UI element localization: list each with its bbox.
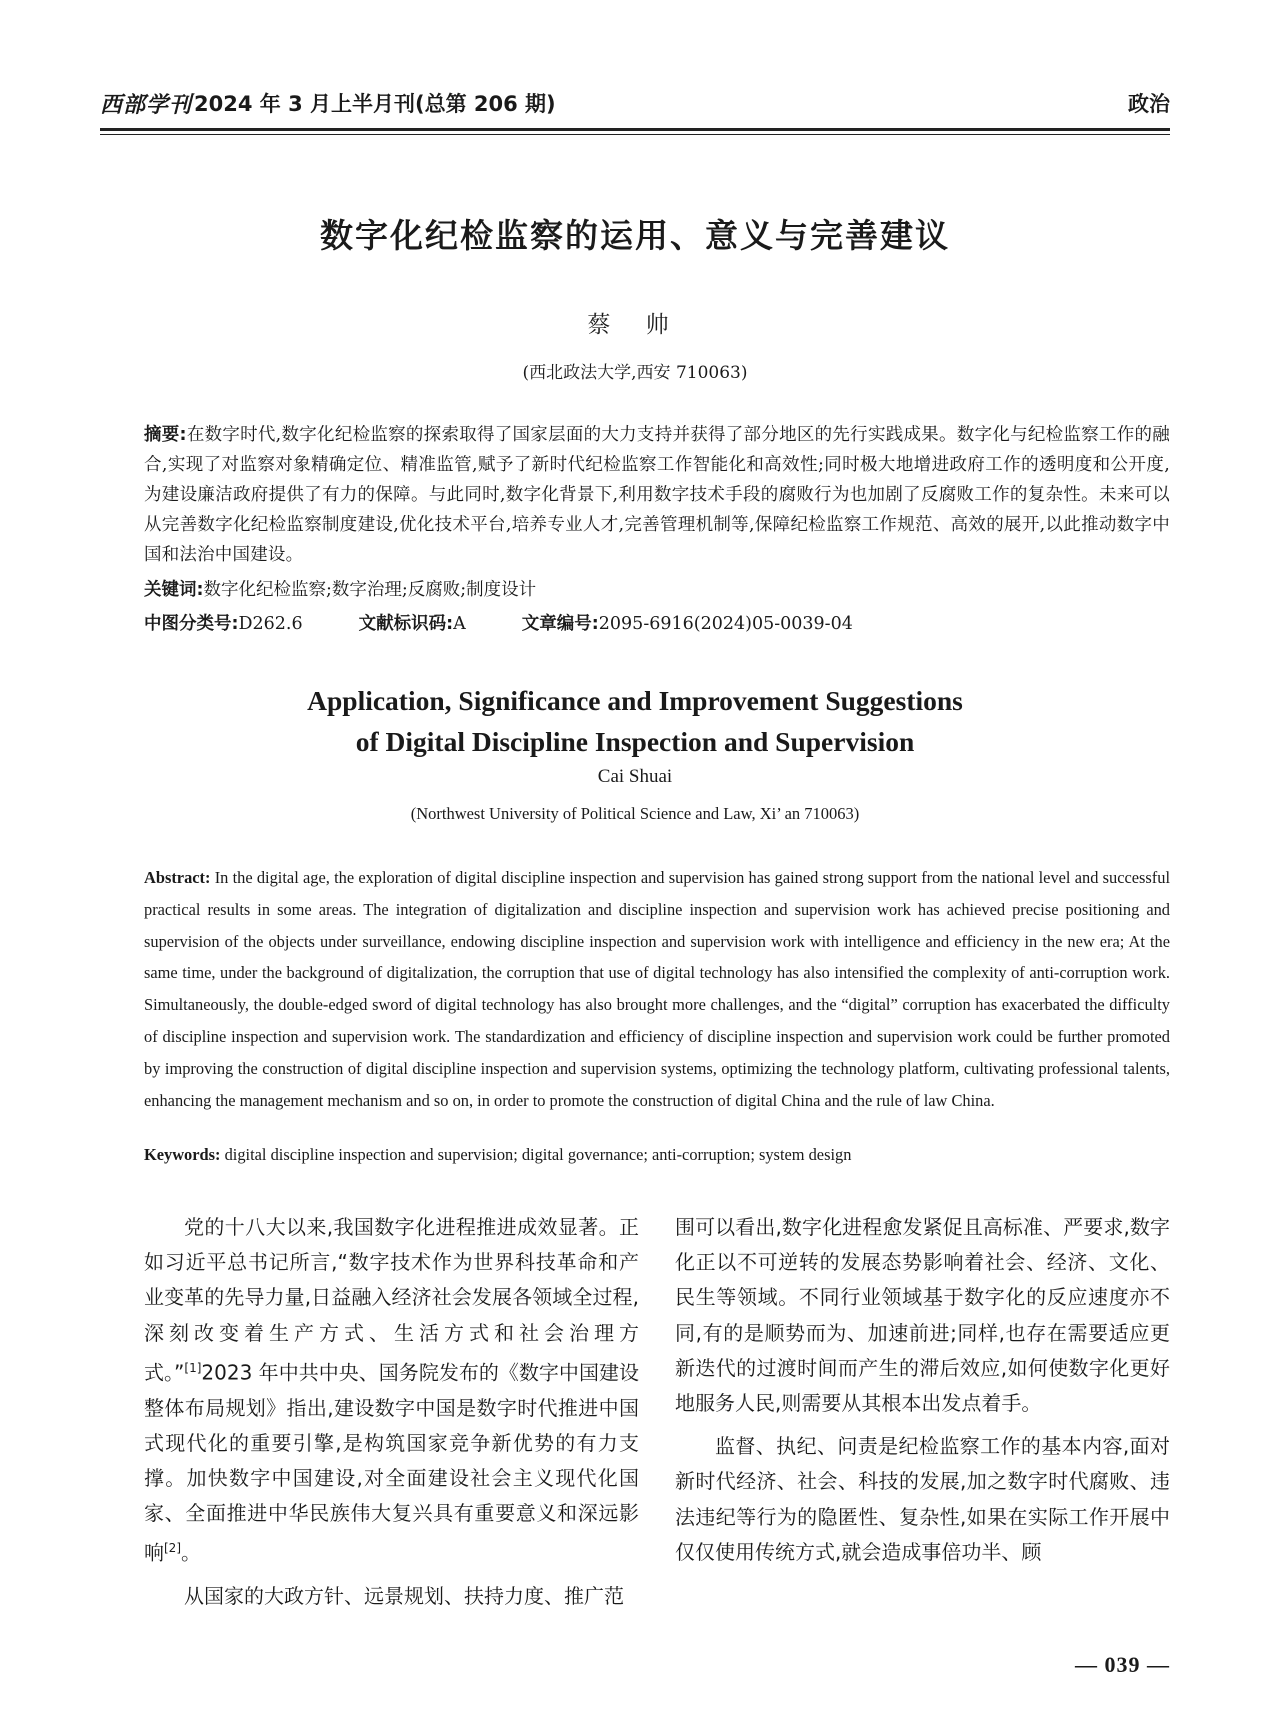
article-number-value: 2095-6916(2024)05-0039-04 (598, 614, 853, 634)
abstract-cn (144, 420, 1170, 570)
running-header (100, 86, 1170, 120)
header-rule-thin (100, 134, 1170, 135)
section-label: 政治 (1128, 92, 1170, 116)
page-number: — 039 — (1075, 1652, 1170, 1677)
keywords-cn (144, 576, 1170, 601)
abstract-en-text: In the digital age, the exploration of digital discipline inspection and supervision has gained strong support from the national level and successful practical results in some areas. The integration of digitalization and discipline inspection and supervision work has achieved precise positioning and supervision of the objects under surveillance, endowing discipline inspection and supervision work with intelligence and efficiency in the new era; At the same time, under the background of digitalization, the corruption that use of digital technology has also intensified the complexity of anti-corruption work. Simultaneously, the double-edged sword of digital technology has also brought more challenges, and the “digital” corruption has exacerbated the difficulty of discipline inspection and supervision work. The standardization and efficiency of discipline inspection and supervision work could be further promoted by improving the construction of digital discipline inspection and supervision systems, optimizing the technology platform, cultivating professional talents, enhancing the management mechanism and so on, in order to promote the construction of digital China and the rule of law China. (144, 868, 1170, 1110)
body-text: 2023 年中共中央、国务院发布的《数字中国建设整体布局规划》指出,建设数字中国是数字时代推进中国式现代化的重要引擎,是构筑国家竞争新优势的有力支撑。加快数字中国建设,对全面建设社会主义现代化国家、全面推进中华民族伟大复兴具有重要意义和深远影响 (144, 1360, 639, 1566)
clc-label: 中图分类号: (144, 614, 239, 634)
keywords-cn-text: 数字化纪检监察;数字治理;反腐败;制度设计 (203, 580, 537, 600)
body-paragraph: 监督、执纪、问责是纪检监察工作的基本内容,面对新时代经济、社会、科技的发展,加之数字时代腐败、违法违纪等行为的隐匿性、复杂性,如果在实际工作开展中仅仅使用传统方式,就会造成事倍功半、顾 (675, 1434, 1170, 1564)
keywords-cn-label: 关键词: (144, 580, 204, 600)
english-affiliation: (Northwest University of Political Science and Law, Xi’ an 710063) (410, 804, 860, 823)
english-author: Cai Shuai (597, 766, 673, 787)
document-code-label: 文献标识码: (358, 614, 454, 634)
author-name: 蔡 帅 (587, 312, 683, 338)
header-rule-thick (100, 128, 1170, 131)
keywords-en (144, 1145, 1170, 1165)
document-code (359, 610, 466, 635)
body-text: 。 (181, 1541, 201, 1566)
abstract-en-label: Abstract: (144, 868, 211, 887)
abstract-cn-text: 在数字时代,数字化纪检监察的探索取得了国家层面的大力支持并获得了部分地区的先行实践成果。数字化与纪检监察工作的融合,实现了对监察对象精确定位、精准监管,赋予了新时代纪检监察工作智能化和高效性;同时极大地增进政府工作的透明度和公开度,为建设廉洁政府提供了有力的保障。与此同时,数字化背景下,利用数字技术手段的腐败行为也加剧了反腐败工作的复杂性。未来可以从完善数字化纪检监察制度建设,优化技术平台,培养专业人才,完善管理机制等,保障纪检监察工作规范、高效的展开,以此推动数字中国和法治中国建设。 (144, 425, 1170, 565)
abstract-en (144, 862, 1170, 1116)
keywords-en-label: Keywords: (144, 1145, 221, 1164)
body-paragraph (144, 1210, 639, 1571)
header-left (100, 88, 556, 119)
body-column-right (675, 1210, 1170, 1570)
article-number-label: 文章编号: (521, 614, 599, 634)
author-affiliation: (西北政法大学,西安 710063) (522, 363, 748, 383)
body-paragraph: 围可以看出,数字化进程愈发紧促且高标准、严要求,数字化正以不可逆转的发展态势影响着社会、经济、文化、民生等领域。不同行业领域基于数字化的反应速度亦不同,有的是顺势而为、加速前进;同样,也存在需要适应更新迭代的过渡时间而产生的滞后效应,如何使数字化更好地服务人民,则需要从其根本出发点着手。 (675, 1215, 1170, 1416)
article-number (522, 610, 853, 635)
citation-ref[interactable]: [1] (184, 1360, 202, 1375)
document-code-value: A (453, 614, 466, 634)
journal-logo: 西部学刊 (100, 92, 193, 118)
english-title-line-2: of Digital Discipline Inspection and Supervision (355, 726, 915, 757)
english-title-line-1: Application, Significance and Improvement Suggestions (307, 685, 963, 716)
keywords-en-text: digital discipline inspection and supervision; digital governance; anti-corruption; system design (224, 1145, 852, 1164)
clc-number (144, 610, 303, 635)
english-title (100, 680, 1170, 762)
classification-meta (144, 610, 1170, 635)
body-text: 党的十八大以来,我国数字化进程推进成效显著。正如习近平总书记所言,“数字技术作为世界科技革命和产业变革的先导力量,日益融入经济社会发展各领域全过程,深刻改变着生产方式、生活方式和社会治理方式。” (144, 1215, 639, 1385)
clc-value: D262.6 (238, 614, 303, 634)
issue-info: 2024 年 3 月上半月刊(总第 206 期) (194, 92, 556, 116)
abstract-cn-label: 摘要: (144, 425, 187, 445)
body-column-left (144, 1210, 639, 1615)
body-paragraph: 从国家的大政方针、远景规划、扶持力度、推广范 (184, 1584, 624, 1609)
citation-ref[interactable]: [2] (164, 1541, 181, 1556)
paper-title: 数字化纪检监察的运用、意义与完善建议 (320, 216, 950, 255)
